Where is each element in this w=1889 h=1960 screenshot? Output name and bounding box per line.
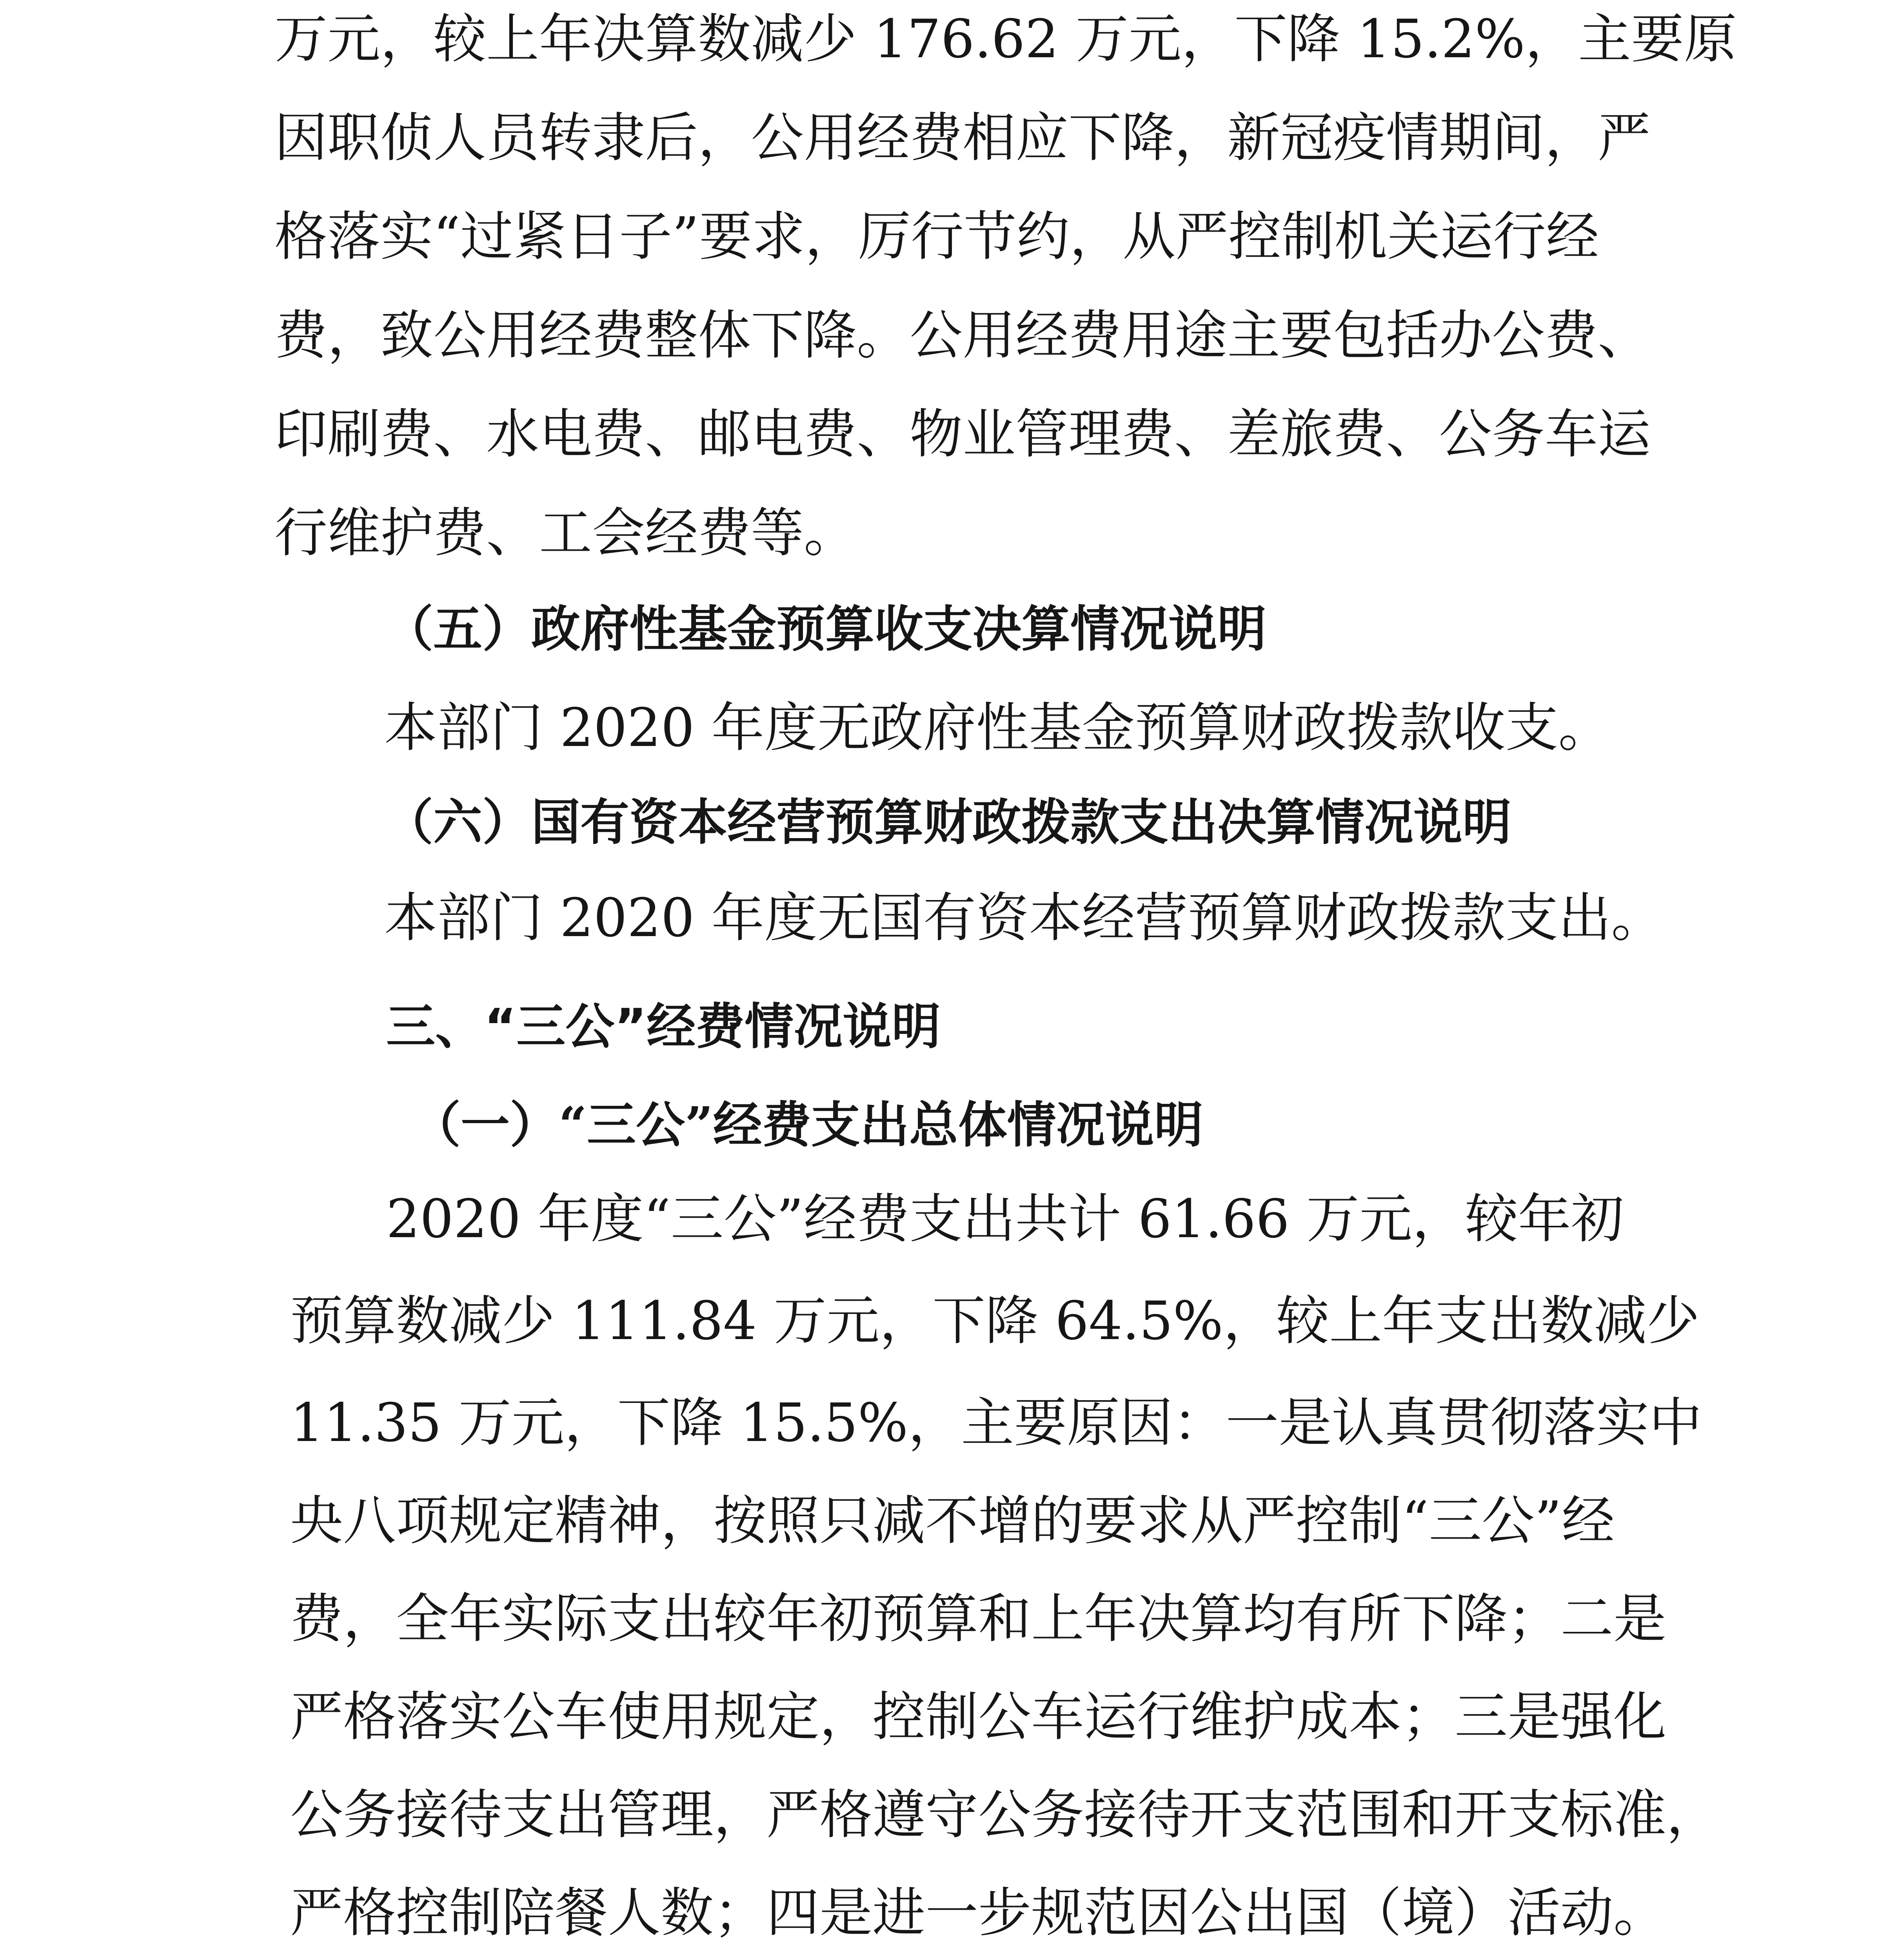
- part-heading: 三、“三公”经费情况说明: [386, 998, 941, 1055]
- paragraph-line: 万元，较上年决算数减少 176.62 万元，下降 15.2%，主要原: [274, 8, 1737, 70]
- paragraph-line: 严格落实公车使用规定，控制公车运行维护成本；三是强化: [290, 1686, 1666, 1748]
- paragraph-line: 因职侦人员转隶后，公用经费相应下降，新冠疫情期间，严: [274, 107, 1651, 169]
- paragraph-line: 11.35 万元，下降 15.5%，主要原因：一是认真贯彻落实中: [290, 1392, 1702, 1454]
- paragraph-line: 预算数减少 111.84 万元，下降 64.5%，较上年支出数减少: [290, 1290, 1700, 1352]
- paragraph-line: 印刷费、水电费、邮电费、物业管理费、差旅费、公务车运: [274, 403, 1651, 465]
- paragraph-line: 央八项规定精神，按照只减不增的要求从严控制“三公”经: [290, 1490, 1615, 1552]
- section-body: 本部门 2020 年度无国有资本经营预算财政拨款支出。: [384, 887, 1664, 949]
- paragraph-line: 费，致公用经费整体下降。公用经费用途主要包括办公费、: [274, 305, 1651, 366]
- paragraph-line: 行维护费、工会经费等。: [274, 502, 857, 564]
- paragraph-line: 格落实“过紧日子”要求，厉行节约，从严控制机关运行经: [274, 206, 1599, 267]
- subsection-heading: （一）“三公”经费支出总体情况说明: [412, 1096, 1203, 1154]
- section-heading: （五）政府性基金预算收支决算情况说明: [384, 601, 1266, 658]
- paragraph-line: 费，全年实际支出较年初预算和上年决算均有所下降；二是: [290, 1588, 1666, 1650]
- section-heading: （六）国有资本经营预算财政拨款支出决算情况说明: [384, 794, 1511, 851]
- paragraph-line: 2020 年度“三公”经费支出共计 61.66 万元，较年初: [386, 1188, 1624, 1250]
- section-body: 本部门 2020 年度无政府性基金预算财政拨款收支。: [384, 697, 1611, 759]
- paragraph-line: 严格控制陪餐人数；四是进一步规范因公出国（境）活动。: [290, 1882, 1666, 1944]
- paragraph-line: 公务接待支出管理，严格遵守公务接待开支范围和开支标准，: [290, 1784, 1719, 1846]
